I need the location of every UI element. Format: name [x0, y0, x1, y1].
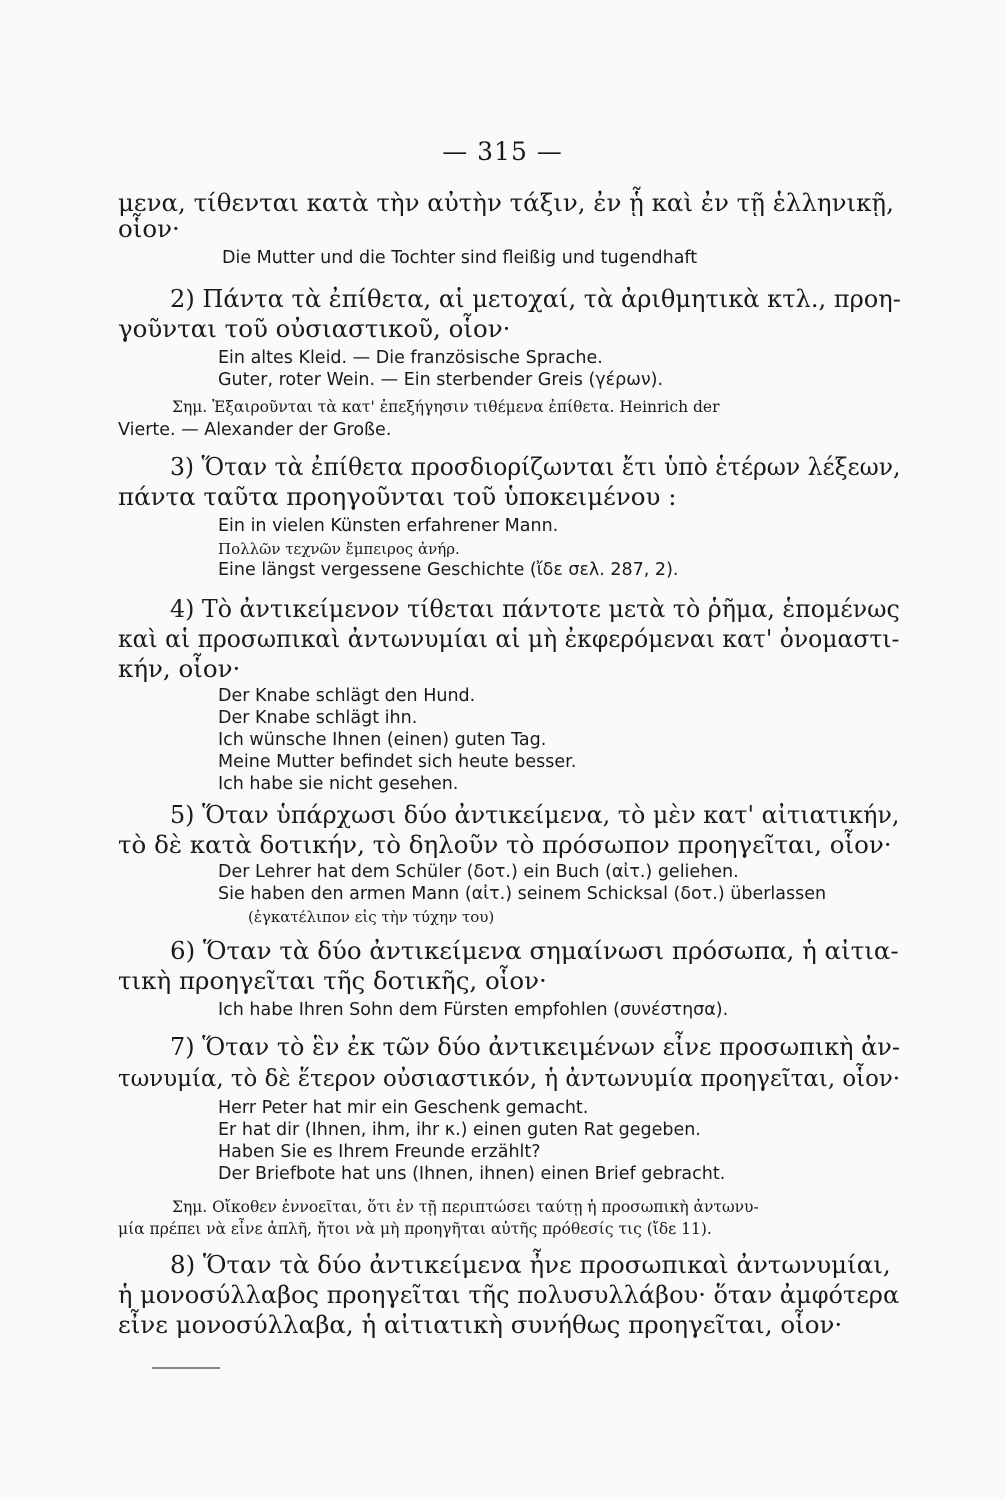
german-example: Der Lehrer hat dem Schüler (δοτ.) ein Buch (αἰτ.) geliehen.: [218, 862, 739, 882]
page-number: — 315 —: [442, 137, 563, 166]
rule-heading: 3) Ὅταν τὰ ἐπίθετα προσδιορίζωνται ἔτι ὑπὸ ἑτέρων λέξεων,: [170, 452, 901, 481]
german-example: Meine Mutter befindet sich heute besser.: [218, 752, 577, 772]
german-example: Ich wünsche Ihnen (einen) guten Tag.: [218, 730, 547, 750]
german-example: Der Briefbote hat uns (Ihnen, ihnen) einen Brief gebracht.: [218, 1164, 726, 1184]
german-example: Vierte. — Alexander der Große.: [118, 420, 392, 440]
german-example: Der Knabe schlägt ihn.: [218, 708, 418, 728]
german-example: Herr Peter hat mir ein Geschenk gemacht.: [218, 1098, 589, 1118]
text-line: τωνυμία, τὸ δὲ ἕτερον οὐσιαστικόν, ἡ ἀντωνυμία προηγεῖται, οἷον·: [118, 1064, 901, 1092]
text-line: κήν, οἷον·: [118, 654, 241, 683]
greek-translation: (ἐγκατέλιπον εἰς τὴν τύχην του): [248, 908, 495, 926]
text-line: τὸ δὲ κατὰ δοτικήν, τὸ δηλοῦν τὸ πρόσωπον προηγεῖται, οἷον·: [118, 830, 892, 859]
german-example: Ein altes Kleid. — Die französische Sprache.: [218, 348, 603, 368]
text-line: οἷον·: [118, 214, 180, 243]
german-example: Die Mutter und die Tochter sind fleißig und tugendhaft: [222, 248, 698, 268]
note-line: μία πρέπει νὰ εἶνε ἁπλῆ, ἤτοι νὰ μὴ προηγῆται αὐτῆς πρόθεσίς τις (ἴδε 11).: [118, 1220, 712, 1238]
text-line: γοῦνται τοῦ οὐσιαστικοῦ, οἷον·: [118, 314, 511, 343]
german-example: Ich habe Ihren Sohn dem Fürsten empfohlen (συνέστησα).: [218, 1000, 729, 1020]
german-example: Er hat dir (Ihnen, ihm, ihr κ.) einen guten Rat gegeben.: [218, 1120, 701, 1140]
german-example: Haben Sie es Ihrem Freunde erzählt?: [218, 1142, 541, 1162]
note-line: Σημ. Οἴκοθεν ἐννοεῖται, ὅτι ἐν τῇ περιπτώσει ταύτῃ ἡ προσωπικὴ ἀντωνυ-: [172, 1198, 759, 1216]
text-line: ἡ μονοσύλλαβος προηγεῖται τῆς πολυσυλλάβου· ὅταν ἀμφότερα: [118, 1280, 900, 1309]
greek-translation: Πολλῶν τεχνῶν ἔμπειρος ἀνήρ.: [218, 540, 460, 558]
rule-heading: 7) Ὅταν τὸ ἓν ἐκ τῶν δύο ἀντικειμένων εἶνε προσωπικὴ ἀν-: [170, 1032, 900, 1061]
german-example: Eine längst vergessene Geschichte (ἴδε σελ. 287, 2).: [218, 560, 679, 580]
german-example: Guter, roter Wein. — Ein sterbender Greis (γέρων).: [218, 370, 664, 390]
text-line: εἶνε μονοσύλλαβα, ἡ αἰτιατικὴ συνήθως προηγεῖται, οἷον·: [118, 1310, 843, 1339]
text-line: τικὴ προηγεῖται τῆς δοτικῆς, οἷον·: [118, 966, 547, 995]
text-line: μενα, τίθενται κατὰ τὴν αὐτὴν τάξιν, ἐν ᾗ καὶ ἐν τῇ ἑλληνικῇ,: [118, 188, 894, 217]
text-line: καὶ αἱ προσωπικαὶ ἀντωνυμίαι αἱ μὴ ἐκφερόμεναι κατ' ὀνομαστι-: [118, 624, 900, 653]
german-example: Ich habe sie nicht gesehen.: [218, 774, 459, 794]
rule-heading: 8) Ὅταν τὰ δύο ἀντικείμενα ἦνε προσωπικαὶ ἀντωνυμίαι,: [170, 1250, 891, 1279]
rule-heading: 2) Πάντα τὰ ἐπίθετα, αἱ μετοχαί, τὰ ἀριθμητικὰ κτλ., προη-: [170, 284, 901, 313]
rule-heading: 5) Ὅταν ὑπάρχωσι δύο ἀντικείμενα, τὸ μὲν κατ' αἰτιατικήν,: [170, 800, 900, 829]
rule-heading: 4) Τὸ ἀντικείμενον τίθεται πάντοτε μετὰ τὸ ῥῆμα, ἑπομένως: [170, 594, 900, 623]
text-line: πάντα ταῦτα προηγοῦνται τοῦ ὑποκειμένου :: [118, 482, 677, 511]
german-example: Sie haben den armen Mann (αἰτ.) seinem Schicksal (δοτ.) überlassen: [218, 884, 827, 904]
note-line: Σημ. Ἐξαιροῦνται τὰ κατ' ἐπεξήγησιν τιθέμενα ἐπίθετα. Heinrich der: [172, 398, 720, 416]
bottom-mark: [152, 1367, 220, 1369]
german-example: Der Knabe schlägt den Hund.: [218, 686, 476, 706]
rule-heading: 6) Ὅταν τὰ δύο ἀντικείμενα σημαίνωσι πρόσωπα, ἡ αἰτια-: [170, 936, 899, 965]
german-example: Ein in vielen Künsten erfahrener Mann.: [218, 516, 559, 536]
